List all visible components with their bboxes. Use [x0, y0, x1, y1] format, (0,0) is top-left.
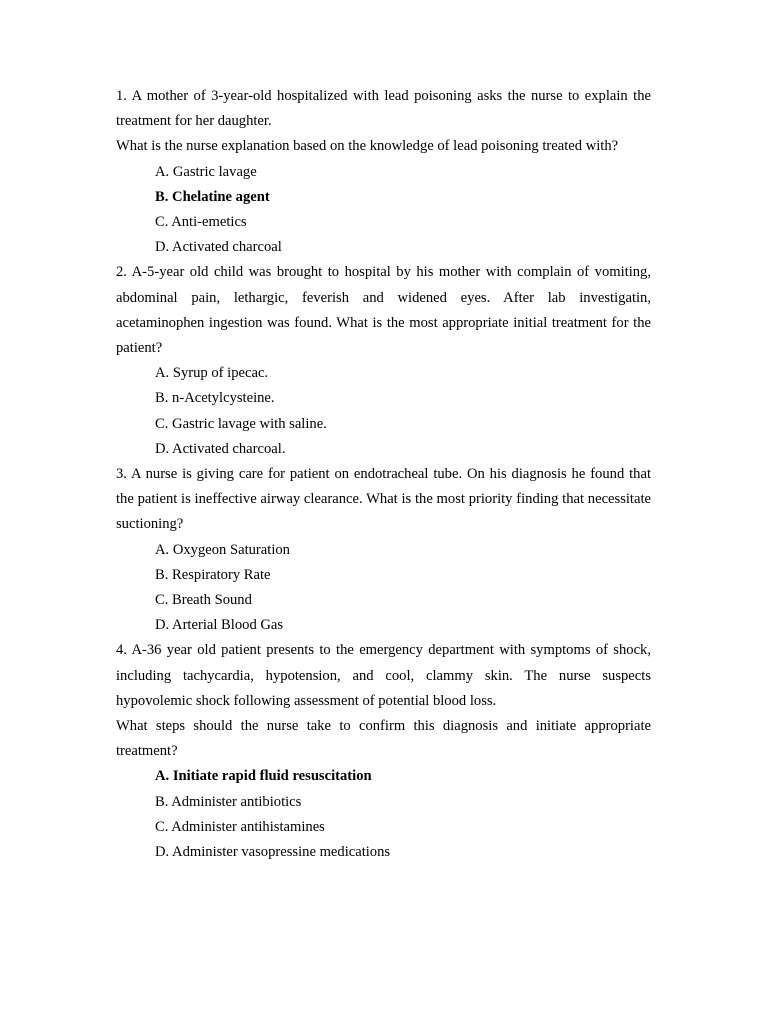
question-4-option-a: A. Initiate rapid fluid resuscitation [155, 768, 372, 785]
question-4-option-d: D. Administer vasopressine medications [155, 844, 391, 861]
question-3-option-c: C. Breath Sound [155, 592, 252, 609]
question-3-option-b: B. Respiratory Rate [155, 566, 271, 583]
question-1-option-c: C. Anti-emetics [155, 214, 247, 231]
question-2-stem: 2. A-5-year old child was brought to hospital by his mother with complain of vomiting, abdominal pain, lethargic, feverish and widened eyes. After lab investigatin, acetaminophen ingestion was found. What is the most appropriate initial treatment for the patient? [116, 264, 651, 357]
question-3-option-d: D. Arterial Blood Gas [155, 617, 284, 634]
question-2-option-d: D. Activated charcoal. [155, 440, 286, 457]
question-1-option-d: D. Activated charcoal [155, 239, 282, 256]
question-4-option-c: C. Administer antihistamines [155, 818, 325, 835]
question-4-prompt: What steps should the nurse take to confirm this diagnosis and initiate appropriate treatment? [116, 718, 651, 760]
question-1-prompt: What is the nurse explanation based on the knowledge of lead poisoning treated with? [116, 138, 619, 155]
question-1-stem: 1. A mother of 3-year-old hospitalized with lead poisoning asks the nurse to explain the treatment for her daughter. [116, 88, 651, 130]
question-3-option-a: A. Oxygeon Saturation [155, 541, 290, 558]
question-3-stem: 3. A nurse is giving care for patient on endotracheal tube. On his diagnosis he found that the patient is ineffective airway clearance. What is the most priority finding that necessitate suctioning? [116, 466, 651, 533]
question-2-option-c: C. Gastric lavage with saline. [155, 415, 327, 432]
question-2-option-a: A. Syrup of ipecac. [155, 365, 269, 382]
question-4-option-b: B. Administer antibiotics [155, 793, 302, 810]
question-1-option-a: A. Gastric lavage [155, 163, 257, 180]
document-page [116, 84, 651, 865]
question-4-stem: 4. A-36 year old patient presents to the emergency department with symptoms of shock, including tachycardia, hypotension, and cool, clammy skin. The nurse suspects hypovolemic shock following assessment of potential blood loss. [116, 642, 651, 709]
question-1-option-b: B. Chelatine agent [155, 188, 270, 205]
question-2-option-b: B. n-Acetylcysteine. [155, 390, 275, 407]
